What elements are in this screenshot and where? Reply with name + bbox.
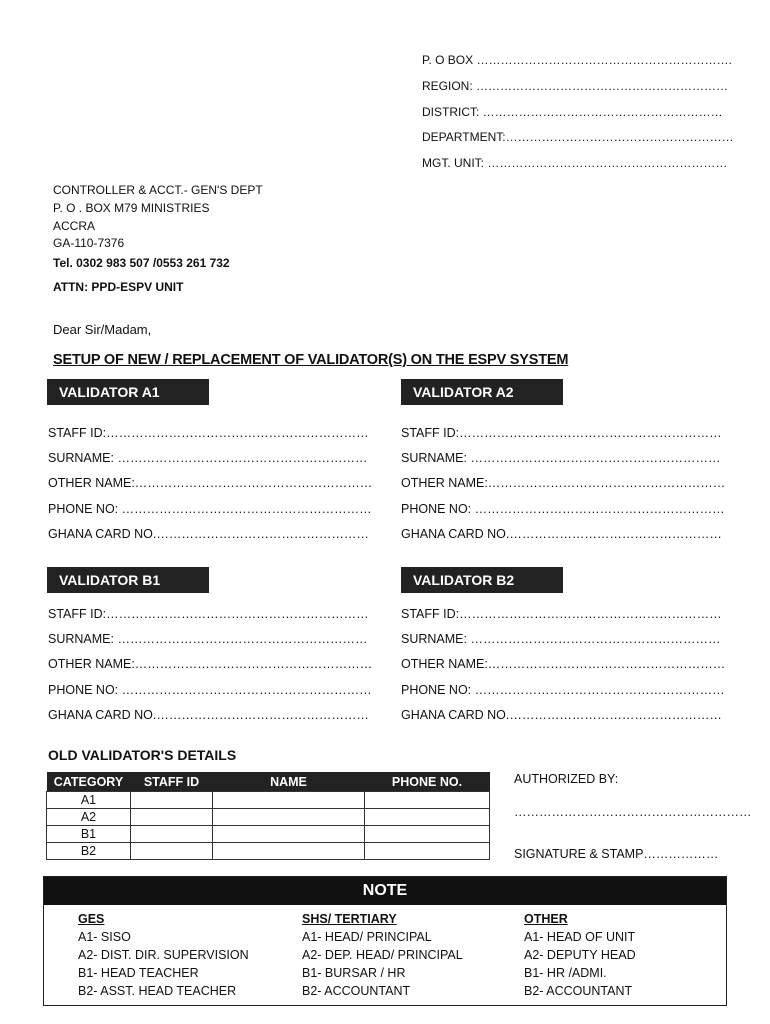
staff-id-field[interactable]: STAFF ID:………………………………………………………: [401, 607, 722, 621]
phone-cell[interactable]: [365, 792, 490, 809]
table-row: [47, 809, 490, 826]
other-name-field[interactable]: OTHER NAME:…………………………………………………: [401, 657, 726, 672]
old-validator-table: [46, 772, 490, 860]
staff-id-field[interactable]: STAFF ID:………………………………………………………: [401, 426, 722, 440]
other-name-field[interactable]: OTHER NAME:…………………………………………………: [401, 476, 726, 491]
staff-id-field[interactable]: STAFF ID:………………………………………………………: [48, 426, 369, 440]
category-cell: B2: [47, 843, 131, 860]
letter-title: SETUP OF NEW / REPLACEMENT OF VALIDATOR(S) ON THE ESPV SYSTEM: [53, 352, 569, 368]
validator-b1-header: VALIDATOR B1: [47, 567, 209, 593]
recipient-line: ACCRA: [53, 218, 96, 233]
phone-cell[interactable]: [365, 826, 490, 843]
note-item: B2- ACCOUNTANT: [524, 984, 633, 998]
validator-b2-fields: [401, 602, 725, 728]
district-field: DISTRICT: ……………………………………………………: [422, 104, 723, 119]
note-ges-heading: GES: [78, 912, 105, 926]
validator-a2-fields: [401, 421, 725, 547]
note-ges-column: [78, 910, 249, 1000]
note-item: A2- DIST. DIR. SUPERVISION: [78, 948, 249, 962]
name-cell[interactable]: [213, 843, 365, 860]
region-field: REGION: ………………………………………………………: [422, 78, 729, 93]
note-item: B1- HEAD TEACHER: [78, 966, 199, 980]
phone-no-field[interactable]: PHONE NO: ……………………………………………………: [48, 501, 372, 516]
table-header-row: [47, 772, 490, 792]
old-validator-title: OLD VALIDATOR'S DETAILS: [48, 747, 237, 763]
staff-id-cell[interactable]: [131, 809, 213, 826]
note-item: A1- SISO: [78, 930, 131, 944]
ghana-card-field[interactable]: GHANA CARD NO.……………………………………………: [48, 707, 369, 722]
note-item: B2- ACCOUNTANT: [302, 984, 411, 998]
validator-b2-header: VALIDATOR B2: [401, 567, 563, 593]
staff-id-cell[interactable]: [131, 826, 213, 843]
note-shs-heading: SHS/ TERTIARY: [302, 912, 397, 926]
phone-no-field[interactable]: PHONE NO: ……………………………………………………: [401, 682, 725, 697]
phone-no-field[interactable]: PHONE NO: ……………………………………………………: [401, 501, 725, 516]
col-category: CATEGORY: [47, 772, 131, 792]
staff-id-field[interactable]: STAFF ID:………………………………………………………: [48, 607, 369, 621]
note-item: B1- HR /ADMI.: [524, 966, 607, 980]
recipient-tel: Tel. 0302 983 507 /0553 261 732: [53, 256, 230, 271]
note-other-column: [524, 910, 636, 1000]
validator-b1-fields: [48, 602, 372, 728]
note-item: B1- BURSAR / HR: [302, 966, 406, 980]
note-item: A1- HEAD/ PRINCIPAL: [302, 930, 432, 944]
name-cell[interactable]: [213, 792, 365, 809]
authorized-by-field[interactable]: …………………………………………………: [514, 805, 752, 819]
note-other-heading: OTHER: [524, 912, 568, 926]
greeting: Dear Sir/Madam,: [53, 322, 152, 337]
department-field: DEPARTMENT:…………………………………………………: [422, 130, 734, 145]
recipient-line: GA-110-7376: [53, 236, 125, 251]
phone-cell[interactable]: [365, 843, 490, 860]
col-name: NAME: [213, 772, 365, 792]
validator-a1-fields: [48, 421, 372, 547]
sender-address-block: [422, 48, 734, 177]
recipient-line: P. O . BOX M79 MINISTRIES: [53, 200, 210, 215]
category-cell: A2: [47, 809, 131, 826]
other-name-field[interactable]: OTHER NAME:…………………………………………………: [48, 476, 373, 491]
note-item: B2- ASST. HEAD TEACHER: [78, 984, 237, 998]
validator-a2-header: VALIDATOR A2: [401, 379, 563, 405]
note-shs-column: [302, 910, 463, 1000]
ghana-card-field[interactable]: GHANA CARD NO.……………………………………………: [48, 526, 369, 541]
surname-field[interactable]: SURNAME: ……………………………………………………: [48, 451, 368, 466]
note-item: A2- DEPUTY HEAD: [524, 948, 636, 962]
surname-field[interactable]: SURNAME: ……………………………………………………: [401, 632, 721, 647]
table-row: [47, 792, 490, 809]
recipient-attn: ATTN: PPD-ESPV UNIT: [53, 279, 184, 294]
category-cell: B1: [47, 826, 131, 843]
po-box-field: P. O BOX ……………………………………………………….: [422, 53, 732, 67]
category-cell: A1: [47, 792, 131, 809]
table-row: [47, 826, 490, 843]
phone-cell[interactable]: [365, 809, 490, 826]
staff-id-cell[interactable]: [131, 792, 213, 809]
mgt-unit-field: MGT. UNIT: ……………………………………………………: [422, 156, 728, 171]
authorized-by-label: AUTHORIZED BY:: [514, 772, 619, 786]
surname-field[interactable]: SURNAME: ……………………………………………………: [401, 451, 721, 466]
note-item: A1- HEAD OF UNIT: [524, 930, 636, 944]
recipient-line: CONTROLLER & ACCT.- GEN'S DEPT: [53, 183, 263, 197]
recipient-address-block: [53, 182, 263, 297]
col-staff-id: STAFF ID: [131, 772, 213, 792]
other-name-field[interactable]: OTHER NAME:…………………………………………………: [48, 657, 373, 672]
signature-stamp-field[interactable]: SIGNATURE & STAMP………………: [514, 847, 719, 861]
staff-id-cell[interactable]: [131, 843, 213, 860]
validator-a1-header: VALIDATOR A1: [47, 379, 209, 405]
name-cell[interactable]: [213, 809, 365, 826]
table-row: [47, 843, 490, 860]
name-cell[interactable]: [213, 826, 365, 843]
ghana-card-field[interactable]: GHANA CARD NO.……………………………………………: [401, 526, 722, 541]
surname-field[interactable]: SURNAME: ……………………………………………………: [48, 632, 368, 647]
note-title: NOTE: [44, 877, 726, 905]
col-phone: PHONE NO.: [365, 772, 490, 792]
ghana-card-field[interactable]: GHANA CARD NO.……………………………………………: [401, 707, 722, 722]
note-item: A2- DEP. HEAD/ PRINCIPAL: [302, 948, 463, 962]
note-box: [43, 876, 727, 1006]
phone-no-field[interactable]: PHONE NO: ……………………………………………………: [48, 682, 372, 697]
